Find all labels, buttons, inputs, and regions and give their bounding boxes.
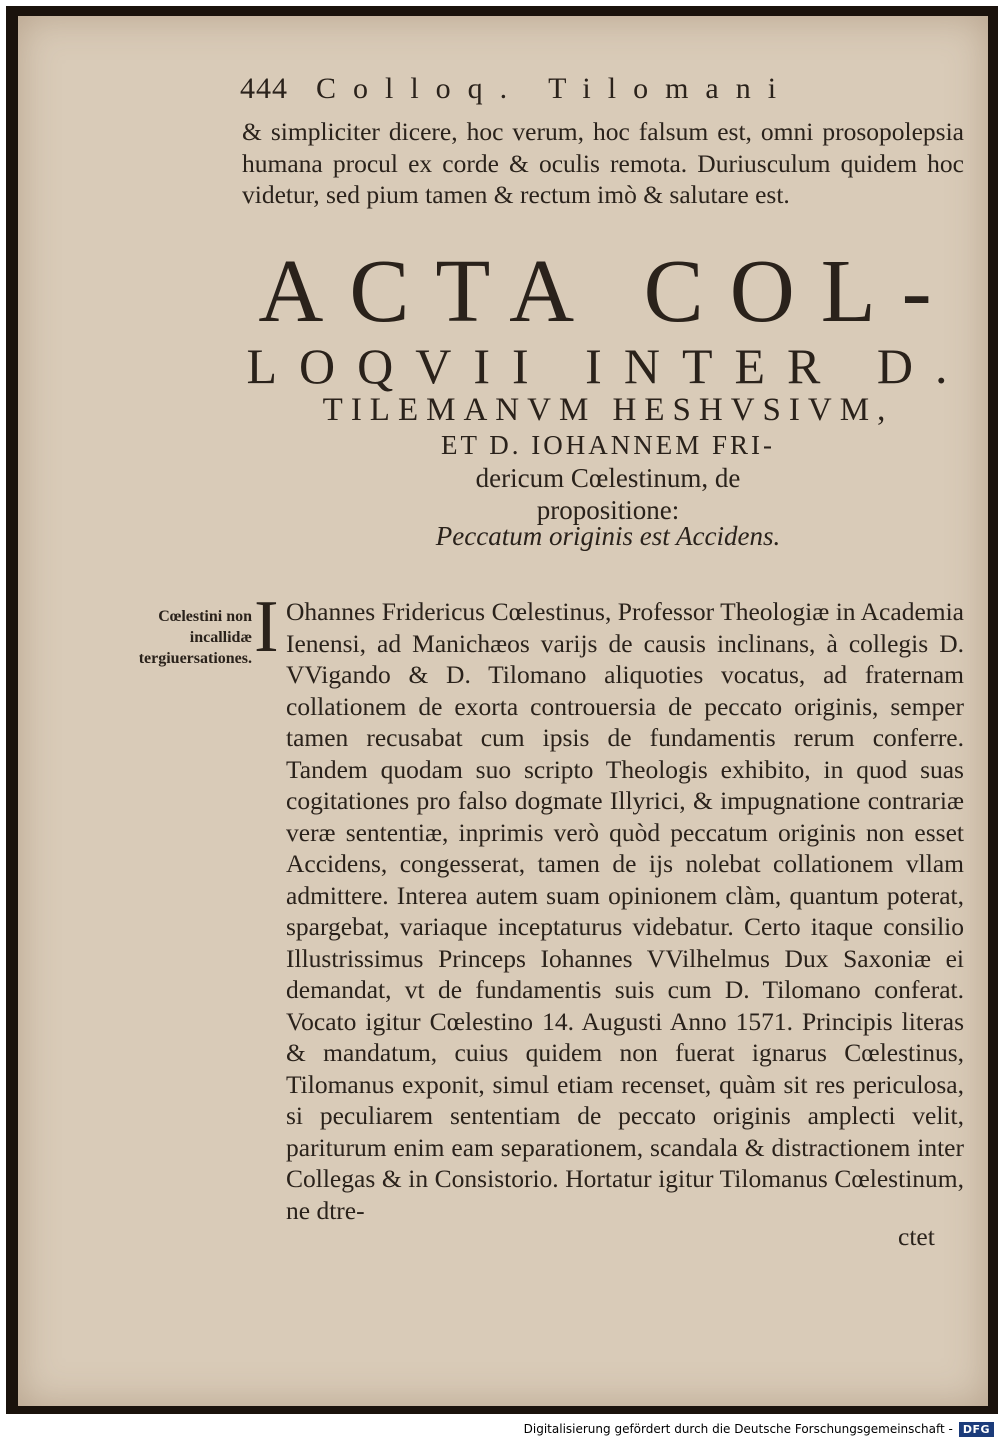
dfg-logo-icon: DFG xyxy=(959,1422,994,1437)
footer xyxy=(0,1418,1000,1440)
marginal-note: Cœlestini non incallidæ tergiuersationes. xyxy=(138,608,252,667)
main-paragraph xyxy=(286,596,964,1226)
running-head: Colloq. Tilomani xyxy=(316,72,794,105)
title-line-6: propositione: xyxy=(536,495,680,525)
drop-capital: I xyxy=(254,586,279,668)
section-title xyxy=(238,244,978,526)
intro-text: & simpliciter dicere, hoc verum, hoc falsum est, omni prosopolepsia humana procul ex corde & oculis remota. Duriusculum quidem hoc videtur, sed pium tamen & rectum imò & salutare est. xyxy=(242,117,964,209)
title-line-3: TILEMANVM HESHVSIVM, xyxy=(322,392,894,428)
title-line-5: dericum Cœlestinum, de xyxy=(475,463,741,493)
title-line-1: ACTA COL- xyxy=(258,242,958,341)
section-subtitle: Peccatum originis est Accidens. xyxy=(435,521,781,551)
main-text: Ohannes Fridericus Cœlestinus, Professor Theologiæ in Academia Ienensi, ad Manichæos varijs de causis inclinans, à collegis D. VVigando & D. Tilomano aliquoties vocatus, ad fraternam collationem de exorta controuersia de peccato originis, semper tamen recusabat cum ipsis de fundamentis rerum conferre. Tandem quodam suo scripto Theologis exhibito, in quod suas cogitationes pro falso dogmate Illyrici, & impugnatione contrariæ veræ sententiæ, inprimis verò quòd peccatum originis non esset Accidens, congesserat, tamen de ijs nolebat collationem vllam admittere. Interea autem suam opinionem clàm, quantum poterat, spargebat, variaque inceptaturus videbatur. Certo itaque consilio Illustrissimus Princeps Iohannes VVilhelmus Dux Saxoniæ ei demandat, vt de fundamentis suis cum D. Tilomano conferat. Vocato igitur Cœlestino 14. Augusti Anno 1571. Principis literas & mandatum, cuius quidem non fuerat ignarus Cœlestinus, Tilomanus exponit, simul etiam recenset, quàm sit res periculosa, si peculiarem sententiam de peccato originis amplecti velit, pariturum enim eam separationem, scandala & distractionem inter Collegas & in Consistorio. Hortatur igitur Tilomanus Cœlestinum, ne dtre- xyxy=(286,597,964,1225)
intro-paragraph xyxy=(242,116,964,211)
catchword: ctet xyxy=(898,1222,935,1251)
title-line-4: ET D. IOHANNEM FRI- xyxy=(441,430,775,460)
book-page xyxy=(18,16,988,1406)
funding-credit: Digitalisierung gefördert durch die Deutsche Forschungsgemeinschaft - xyxy=(523,1422,953,1436)
page-number: 444 xyxy=(240,72,288,105)
title-line-2: LOQVII INTER D. xyxy=(246,338,970,394)
page-header xyxy=(240,72,900,122)
